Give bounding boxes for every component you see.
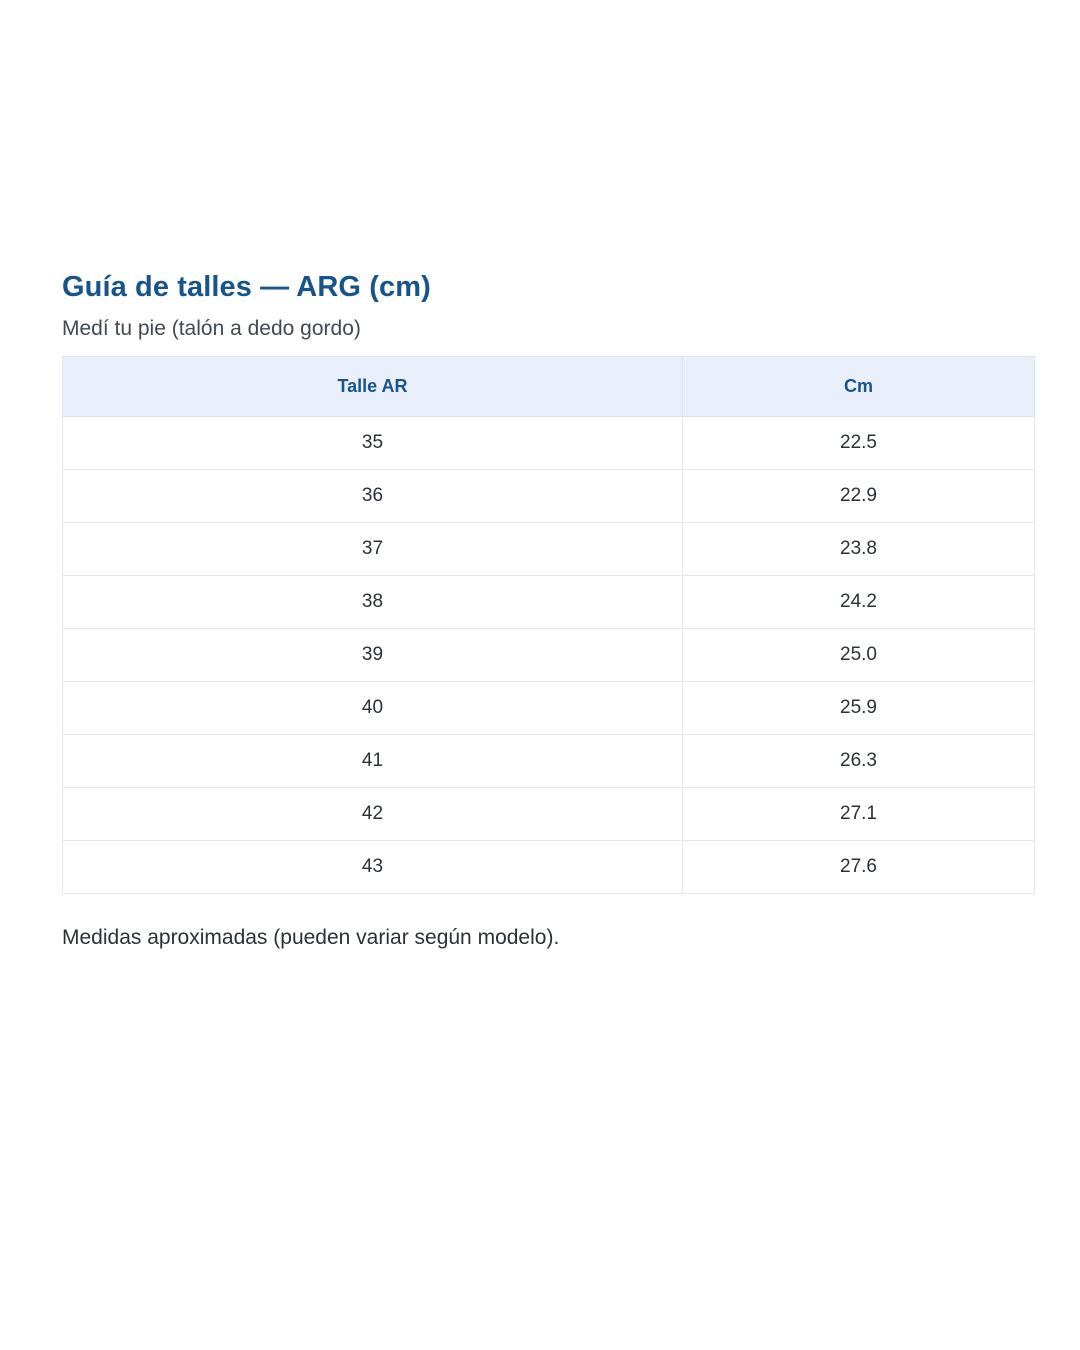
cell-cm: 22.5 — [683, 417, 1035, 470]
table-row — [63, 417, 1035, 470]
cell-cm: 24.2 — [683, 576, 1035, 629]
page-subtitle: Medí tu pie (talón a dedo gordo) — [62, 316, 361, 340]
size-guide-card — [62, 270, 1034, 973]
cell-cm: 23.8 — [683, 523, 1035, 576]
cell-talle: 40 — [63, 682, 683, 735]
cell-talle: 41 — [63, 735, 683, 788]
table-row — [63, 735, 1035, 788]
cell-cm: 27.1 — [683, 788, 1035, 841]
cell-talle: 42 — [63, 788, 683, 841]
size-chart-table — [62, 356, 1035, 894]
cell-talle: 38 — [63, 576, 683, 629]
cell-talle: 37 — [63, 523, 683, 576]
footnote-text: Medidas aproximadas (pueden variar según modelo). — [62, 926, 560, 950]
column-header-cm: Cm — [683, 357, 1035, 417]
column-header-talle-ar: Talle AR — [63, 357, 683, 417]
cell-talle: 36 — [63, 470, 683, 523]
cell-cm: 27.6 — [683, 841, 1035, 894]
cell-talle: 43 — [63, 841, 683, 894]
cell-cm: 26.3 — [683, 735, 1035, 788]
table-row — [63, 788, 1035, 841]
table-header — [63, 357, 1035, 417]
table-row — [63, 629, 1035, 682]
table-row — [63, 523, 1035, 576]
cell-cm: 25.9 — [683, 682, 1035, 735]
cell-cm: 22.9 — [683, 470, 1035, 523]
table-body — [63, 417, 1035, 894]
table-header-row — [63, 357, 1035, 417]
table-row — [63, 682, 1035, 735]
table-row — [63, 841, 1035, 894]
cell-cm: 25.0 — [683, 629, 1035, 682]
cell-talle: 35 — [63, 417, 683, 470]
cell-talle: 39 — [63, 629, 683, 682]
table-row — [63, 470, 1035, 523]
table-row — [63, 576, 1035, 629]
page-title: Guía de talles — ARG (cm) — [62, 271, 431, 303]
